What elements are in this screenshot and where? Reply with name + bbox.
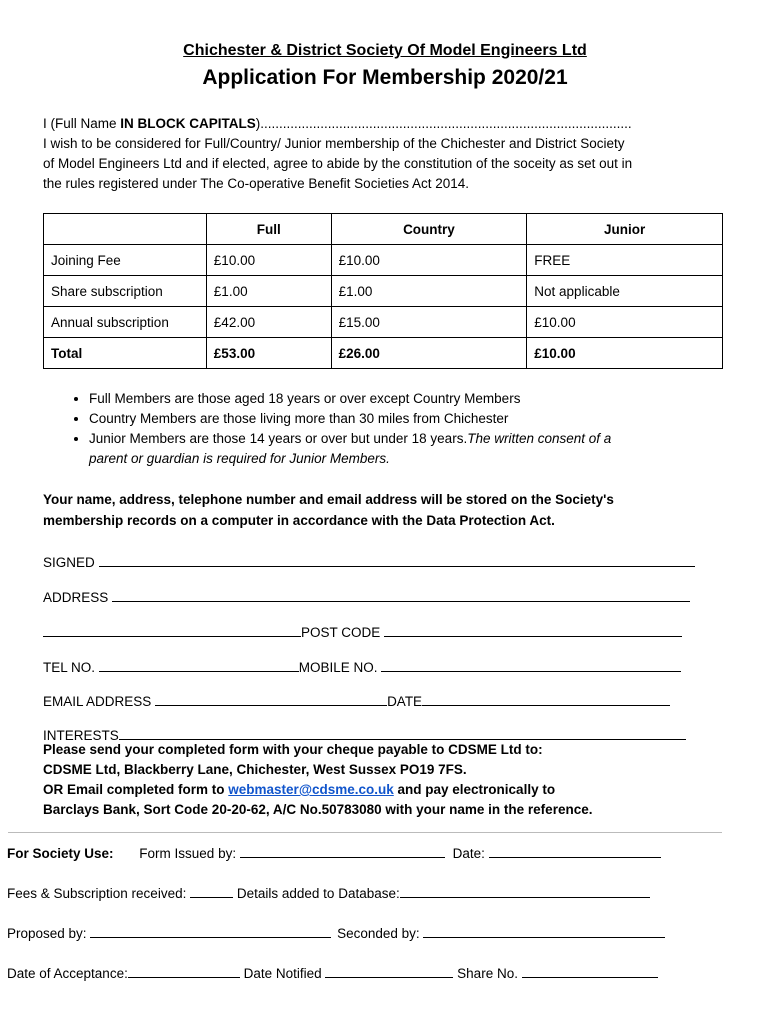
postcode-row [43,622,682,640]
full-name-dotted-field[interactable]: )................................................................................................... [255,116,632,131]
notified-field[interactable] [325,963,453,978]
table-row [44,276,723,307]
signed-label: SIGNED [43,555,95,570]
table-header-cell: Junior [527,214,723,245]
address-field[interactable] [112,587,690,602]
section-divider [8,832,722,833]
send-email-suffix: and pay electronically to [393,782,556,797]
data-protection-notice [43,489,733,531]
table-cell: £53.00 [206,338,331,369]
email-row [43,691,670,709]
intro-line-4: the rules registered under The Co-operative Benefit Societies Act 2014. [43,176,470,191]
form-issued-field[interactable] [240,843,445,858]
proposed-field[interactable] [90,923,331,938]
notified-label: Date Notified [243,966,322,981]
webmaster-email-link[interactable]: webmaster@cdsme.co.uk [228,782,394,797]
send-instructions [43,740,592,820]
interests-field[interactable] [119,725,686,740]
address-line-2-field[interactable] [43,622,301,637]
table-cell: Share subscription [44,276,207,307]
table-cell: £15.00 [331,307,527,338]
signed-row [43,552,695,570]
page-title: Application For Membership 2020/21 [202,66,568,89]
table-header-cell [44,214,207,245]
send-line: Please send your completed form with your cheque payable to CDSME Ltd to: [43,742,543,757]
office-row-3 [7,923,665,941]
share-no-label: Share No. [457,966,518,981]
table-row [44,245,723,276]
email-field[interactable] [155,691,387,706]
tel-field[interactable] [99,657,299,672]
table-total-row [44,338,723,369]
date-label: DATE [387,694,423,709]
send-line: CDSME Ltd, Blackberry Lane, Chichester, West Sussex PO19 7FS. [43,762,467,777]
notice-line: membership records on a computer in accordance with the Data Protection Act. [43,513,555,528]
fees-table [43,213,723,369]
table-cell: £10.00 [527,338,723,369]
seconded-field[interactable] [423,923,665,938]
proposed-label: Proposed by: [7,926,87,941]
table-cell: £42.00 [206,307,331,338]
note-junior-text: Junior Members are those 14 years or over but under 18 years. [89,431,468,446]
table-cell: £10.00 [206,245,331,276]
table-cell: Total [44,338,207,369]
address-label: ADDRESS [43,590,109,605]
intro-prefix: I (Full Name [43,116,121,131]
postcode-field[interactable] [384,622,682,637]
table-cell: Not applicable [527,276,723,307]
date-field[interactable] [422,691,670,706]
table-cell: £10.00 [527,307,723,338]
postcode-label: POST CODE [301,625,381,640]
notice-line: Your name, address, telephone number and email address will be stored on the Society's [43,492,614,507]
intro-paragraph [43,114,733,194]
form-issued-label: Form Issued by: [139,846,237,861]
mobile-field[interactable] [381,657,681,672]
table-cell: £26.00 [331,338,527,369]
db-added-label: Details added to Database: [236,886,400,901]
mobile-label: MOBILE NO. [298,660,378,675]
seconded-label: Seconded by: [337,926,420,941]
intro-line-2: I wish to be considered for Full/Country/ Junior membership of the Chichester and District Society [43,136,625,151]
note-full-members: • Full Members are those aged 18 years or over except Country Members [89,389,770,409]
table-row [44,307,723,338]
phone-row [43,657,681,675]
send-line [43,780,592,800]
intro-block-capitals: IN BLOCK CAPITALS [120,116,256,131]
office-row-1 [7,843,661,861]
signed-field[interactable] [99,552,695,567]
membership-notes [43,389,770,469]
email-label: EMAIL ADDRESS [43,694,152,709]
table-cell: FREE [527,245,723,276]
db-added-field[interactable] [400,883,650,898]
send-email-prefix: OR Email completed form to [43,782,229,797]
table-header-cell: Full [206,214,331,245]
organisation-name: Chichester & District Society Of Model Engineers Ltd [183,42,587,59]
table-header-cell: Country [331,214,527,245]
office-row-2 [7,883,650,901]
table-header-row [44,214,723,245]
interests-label: INTERESTS [43,728,119,743]
fees-received-label: Fees & Subscription received: [7,886,187,901]
note-junior-consent: The written consent of a [467,431,612,446]
table-cell: £1.00 [206,276,331,307]
office-use-heading: For Society Use: [7,846,114,861]
note-junior-members [89,429,770,469]
fees-received-field[interactable] [190,883,233,898]
acceptance-field[interactable] [128,963,240,978]
tel-label: TEL NO. [43,660,96,675]
note-country-members: • Country Members are those living more than 30 miles from Chichester [89,409,770,429]
table-cell: £10.00 [331,245,527,276]
send-line: Barclays Bank, Sort Code 20-20-62, A/C No.50783080 with your name in the reference. [43,802,593,817]
office-row-4 [7,963,658,981]
table-cell: Annual subscription [44,307,207,338]
table-cell: Joining Fee [44,245,207,276]
note-junior-consent-cont: parent or guardian is required for Junior Members. [89,451,390,466]
intro-line-3: of Model Engineers Ltd and if elected, agree to abide by the constitution of the soceity as set out in [43,156,633,171]
table-cell: £1.00 [331,276,527,307]
office-date-label: Date: [452,846,485,861]
address-row [43,587,690,605]
acceptance-label: Date of Acceptance: [7,966,128,981]
share-no-field[interactable] [522,963,658,978]
office-date-field[interactable] [489,843,661,858]
